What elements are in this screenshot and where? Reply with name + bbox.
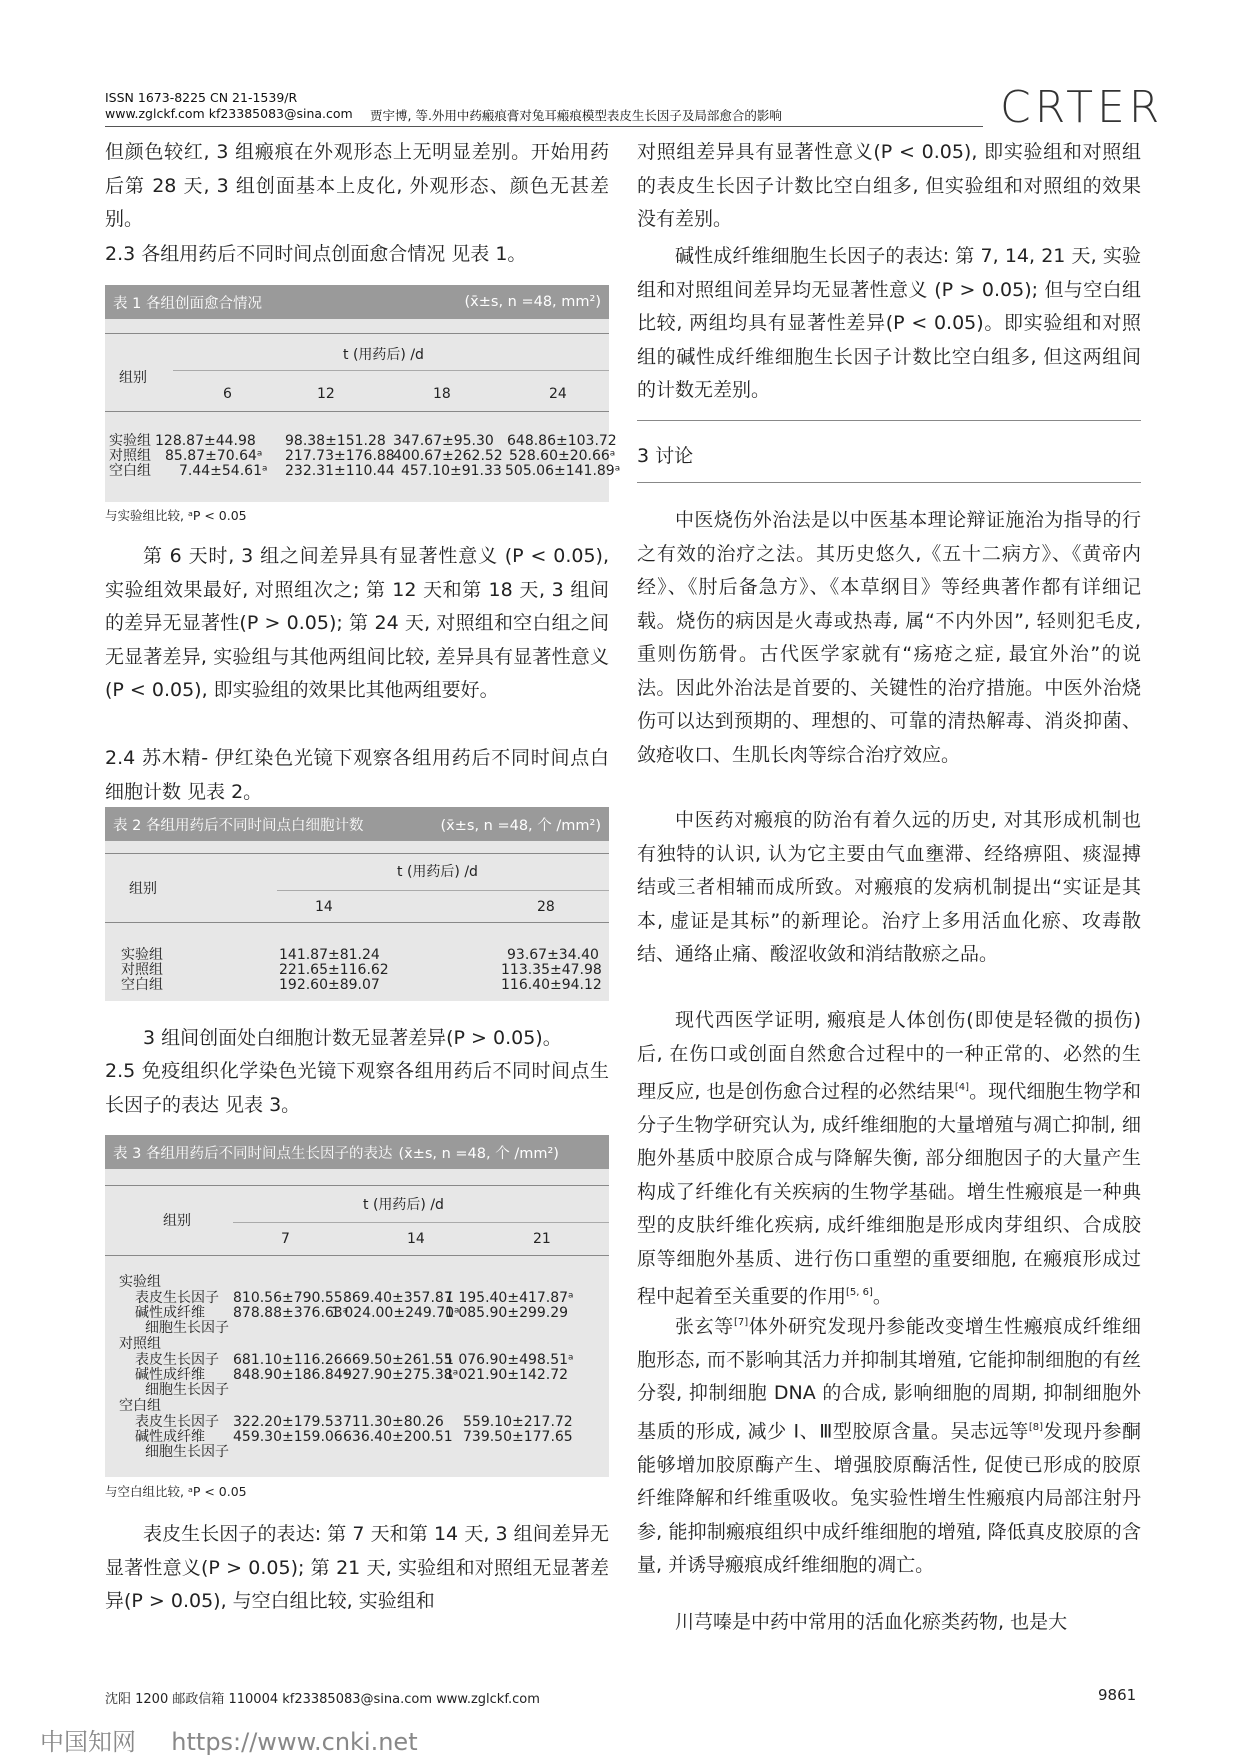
table-cell: 559.10±217.72	[463, 1414, 573, 1430]
row-name: 对照组	[121, 962, 163, 978]
right-paragraph-1: 对照组差异具有显著性意义(P < 0.05), 即实验组和对照组的表皮生长因子计数比空白组多, 但实验组和对照组的效果没有差别。	[637, 141, 1141, 230]
col-header: 28	[537, 899, 555, 915]
left-paragraph-3: 3 组间创面处白细胞计数无显著差异(P > 0.05)。	[143, 1027, 562, 1049]
group-label: 组别	[163, 1213, 191, 1229]
table-cell: 85.87±70.64ᵃ	[165, 448, 263, 464]
group-name: 对照组	[119, 1336, 161, 1352]
egf-label: 表皮生长因子	[135, 1290, 219, 1306]
col-header: 21	[533, 1231, 551, 1247]
table-cell: 1 024.00±249.70ᵃ	[331, 1305, 460, 1321]
table-cell: 7.44±54.61ᵃ	[179, 463, 268, 479]
page-number: 9861	[1098, 1686, 1137, 1704]
citation: [5, 6]	[846, 1287, 873, 1299]
time-label: t (用药后) /d	[343, 347, 424, 363]
left-paragraph-4: 表皮生长因子的表达: 第 7 天和第 14 天, 3 组间差异无显著性意义(P > 0.05); 第 21 天, 实验组和对照组无显著差异(P > 0.05), 与空白组比较, 实验组和	[105, 1523, 609, 1612]
row-name: 实验组	[109, 433, 151, 449]
table-3-caption	[105, 1135, 609, 1169]
table-1	[105, 285, 621, 502]
table-2-title: 表 2 各组用药后不同时间点白细胞计数	[113, 817, 364, 834]
section-2-3-heading: 2.3 各组用药后不同时间点创面愈合情况 见表 1。	[105, 243, 527, 265]
group-name: 实验组	[119, 1274, 161, 1290]
table-cell: 322.20±179.53	[233, 1414, 343, 1430]
table-3	[105, 1135, 609, 1477]
table-cell: 636.40±200.51	[343, 1429, 453, 1445]
header-divider	[105, 126, 983, 127]
table-cell: 739.50±177.65	[463, 1429, 573, 1445]
table-2	[105, 807, 609, 1001]
time-label: t (用药后) /d	[397, 864, 478, 880]
row-name: 空白组	[121, 977, 163, 993]
table-cell: 1 021.90±142.72	[445, 1367, 569, 1383]
group-label: 组别	[119, 370, 147, 386]
citation: [8]	[1028, 1421, 1044, 1433]
table-cell: 528.60±20.66ᵃ	[509, 448, 616, 464]
col-header: 6	[223, 386, 232, 402]
col-header: 14	[407, 1231, 425, 1247]
table-cell: 98.38±151.28	[285, 433, 386, 449]
text-run: 张玄等	[675, 1315, 734, 1338]
table-rule	[105, 333, 609, 334]
bfgf-label: 细胞生长因子	[145, 1320, 229, 1336]
table-2-stat: (x̄±s, n =48, 个 /mm²)	[440, 817, 601, 834]
text-run: 体外研究发现丹参能改变增生性瘢痕成纤维细胞形态, 而不影响其活力并抑制其增殖, 它能抑制细胞的有丝分裂, 抑制细胞 DNA 的合成, 影响细胞的周期, 抑制细胞外基质的形成, 减少 Ⅰ、Ⅲ型胶原含量。吴志远等	[637, 1315, 1141, 1443]
col-header: 18	[433, 386, 451, 402]
table-1-stat: (x̄±s, n =48, mm²)	[464, 294, 601, 310]
text-run: 现代西医学证明, 瘢痕是人体创伤(即使是轻微的损伤) 后, 在伤口或创面自然愈合过程中的一种正常的、必然的生理反应, 也是创伤愈合过程的必然结果	[637, 1009, 1141, 1103]
table-cell: 878.88±376.63ᵃ	[233, 1305, 349, 1321]
table-cell: 505.06±141.89ᵃ	[505, 463, 621, 479]
table-cell: 810.56±790.55	[233, 1290, 343, 1306]
col-header: 7	[281, 1231, 290, 1247]
table-cell: 648.86±103.72	[507, 433, 617, 449]
running-title: 贾宇博, 等.外用中药瘢痕膏对兔耳瘢痕模型表皮生长因子及局部愈合的影响	[370, 108, 782, 123]
table-1-caption	[105, 285, 609, 319]
bfgf-label: 碱性成纤维	[135, 1305, 205, 1321]
table-cell: 93.67±34.40	[507, 947, 599, 963]
text-run: 。	[872, 1285, 892, 1308]
table-cell: 128.87±44.98	[155, 433, 256, 449]
journal-logo: CRTER	[1000, 82, 1164, 133]
table-cell: 400.67±262.52	[393, 448, 503, 464]
egf-label: 表皮生长因子	[135, 1414, 219, 1430]
table-cell: 1 085.90±299.29	[445, 1305, 569, 1321]
table-3-stat: (x̄±s, n =48, 个 /mm²)	[398, 1145, 559, 1162]
row-name: 实验组	[121, 947, 163, 963]
text-run: 发现丹参酮能够增加胶原酶产生、增强胶原酶活性, 促使已形成的胶原纤维降解和纤维重吸收。兔实验性增生性瘢痕内局部注射丹参, 能抑制瘢痕组织中成纤维细胞的增殖, 降低真皮胶原的含量, 并诱导瘢痕成纤维细胞的凋亡。	[637, 1420, 1141, 1577]
footer-address: 沈阳 1200 邮政信箱 110004 kf23385083@sina.com www.zglckf.com	[105, 1692, 540, 1707]
table-3-note: 与空白组比较, ᵃP < 0.05	[105, 1484, 247, 1499]
watermark	[40, 1722, 418, 1757]
table-cell: 457.10±91.33	[401, 463, 502, 479]
table-rule	[105, 853, 609, 854]
citation: [4]	[954, 1082, 970, 1093]
table-cell: 141.87±81.24	[279, 947, 380, 963]
table-cell: 681.10±116.26	[233, 1352, 343, 1368]
section-3-heading: 3 讨论	[637, 445, 694, 467]
table-cell: 192.60±89.07	[279, 977, 380, 993]
row-name: 对照组	[109, 448, 151, 464]
bfgf-label: 碱性成纤维	[135, 1429, 205, 1445]
table-cell: 1 076.90±498.51ᵃ	[445, 1352, 574, 1368]
watermark-url: https://www.cnki.net	[171, 1728, 418, 1756]
table-cell: 459.30±159.06	[233, 1429, 343, 1445]
table-rule	[105, 1185, 609, 1186]
time-label: t (用药后) /d	[363, 1197, 444, 1213]
table-cell: 1 195.40±417.87ᵃ	[445, 1290, 574, 1306]
table-cell: 116.40±94.12	[501, 977, 602, 993]
table-cell: 232.31±110.44	[285, 463, 395, 479]
section-divider	[637, 482, 1141, 483]
row-name: 空白组	[109, 463, 151, 479]
table-rule	[277, 890, 609, 891]
right-paragraph-2: 碱性成纤维细胞生长因子的表达: 第 7, 14, 21 天, 实验组和对照组间差异均无显著性意义 (P > 0.05); 但与空白组比较, 两组均具有显著性差异(P < 0.05)。即实验组和对照组的碱性成纤维细胞生长因子计数比空白组多, 但这两组间的计数无差别。	[637, 245, 1141, 401]
bfgf-label: 细胞生长因子	[145, 1382, 229, 1398]
watermark-name: 中国知网	[40, 1728, 136, 1756]
table-2-caption	[105, 807, 609, 841]
table-rule	[233, 1222, 609, 1223]
right-paragraph-4: 中医药对瘢痕的防治有着久远的历史, 对其形成机制也有独特的认识, 认为它主要由气血壅滞、经络痹阻、痰湿搏结或三者相辅而成所致。对瘢痕的发病机制提出“实证是其本, 虚证是其标”的新理论。治疗上多用活血化瘀、攻毒散结、通络止痛、酸涩收敛和消结散瘀之品。	[637, 809, 1141, 965]
section-2-5-heading: 2.5 免疫组织化学染色光镜下观察各组用药后不同时间点生长因子的表达 见表 3。	[105, 1060, 609, 1116]
table-cell: 113.35±47.98	[501, 962, 602, 978]
table-cell: 848.90±186.84ᵃ	[233, 1367, 349, 1383]
table-rule	[173, 370, 609, 371]
table-1-title: 表 1 各组创面愈合情况	[113, 295, 262, 312]
table-cell: 347.67±95.30	[393, 433, 494, 449]
table-rule	[105, 1255, 609, 1256]
table-cell: 711.30±80.26	[343, 1414, 444, 1430]
right-paragraph-6	[637, 1306, 1141, 1583]
text-run: 。现代细胞生物学和分子生物学研究认为, 成纤维细胞的大量增殖与凋亡抑制, 细胞外基质中胶原合成与降解失衡, 部分细胞因子的大量产生构成了纤维化有关疾病的生物学基础。增生性瘢痕是一种典型的皮肤纤维化疾病, 成纤维细胞是形成肉芽组织、合成胶原等细胞外基质、进行伤口重塑的重要细胞, 在瘢痕形成过程中起着至关重要的作用	[637, 1080, 1141, 1308]
bfgf-label: 细胞生长因子	[145, 1444, 229, 1460]
table-cell: 217.73±176.88	[285, 448, 395, 464]
bfgf-label: 碱性成纤维	[135, 1367, 205, 1383]
col-header: 12	[317, 386, 335, 402]
table-cell: 869.40±357.87	[343, 1290, 453, 1306]
egf-label: 表皮生长因子	[135, 1352, 219, 1368]
right-paragraph-3: 中医烧伤外治法是以中医基本理论辩证施治为指导的行之有效的治疗之法。其历史悠久,《五十二病方》、《黄帝内经》、《肘后备急方》、《本草纲目》等经典著作都有详细记载。烧伤的病因是火毒或热毒, 属“不内外因”, 轻则犯毛皮, 重则伤筋骨。古代医学家就有“疡疮之症, 最宜外治”的说法。因此外治法是首要的、关键性的治疗措施。中医外治烧伤可以达到预期的、理想的、可靠的清热解毒、消炎抑菌、敛疮收口、生肌长肉等综合治疗效应。	[637, 509, 1141, 766]
group-label: 组别	[129, 881, 157, 897]
issn-text: ISSN 1673-8225 CN 21-1539/R	[105, 90, 298, 105]
citation: [7]	[733, 1317, 749, 1328]
table-cell: 221.65±116.62	[279, 962, 389, 978]
table-cell: 669.50±261.55	[343, 1352, 453, 1368]
group-name: 空白组	[119, 1398, 161, 1414]
section-divider	[637, 420, 1141, 421]
journal-issn-block	[105, 90, 353, 122]
col-header: 24	[549, 386, 567, 402]
table-cell: 927.90±275.38ᵃ	[343, 1367, 459, 1383]
table-1-note: 与实验组比较, ᵃP < 0.05	[105, 508, 247, 523]
col-header: 14	[315, 899, 333, 915]
right-paragraph-5	[637, 1004, 1141, 1314]
section-2-4-heading: 2.4 苏木精- 伊红染色光镜下观察各组用药后不同时间点白细胞计数 见表 2。	[105, 747, 609, 803]
table-rule	[105, 922, 609, 923]
table-rule	[105, 411, 609, 412]
left-paragraph-1: 但颜色较红, 3 组瘢痕在外观形态上无明显差别。开始用药后第 28 天, 3 组创面基本上皮化, 外观形态、颜色无甚差别。	[105, 141, 609, 230]
table-3-title: 表 3 各组用药后不同时间点生长因子的表达	[113, 1145, 393, 1162]
right-paragraph-7: 川芎嗪是中药中常用的活血化瘀类药物, 也是大	[675, 1611, 1068, 1633]
site-text: www.zglckf.com kf23385083@sina.com	[105, 106, 353, 121]
left-paragraph-2: 第 6 天时, 3 组之间差异具有显著性意义 (P < 0.05), 实验组效果最好, 对照组次之; 第 12 天和第 18 天, 3 组间的差异无显著性(P > 0.05); 第 24 天, 对照组和空白组之间无显著差异, 实验组与其他两组间比较, 差异具有显著性意义(P < 0.05), 即实验组的效果比其他两组要好。	[105, 545, 609, 701]
